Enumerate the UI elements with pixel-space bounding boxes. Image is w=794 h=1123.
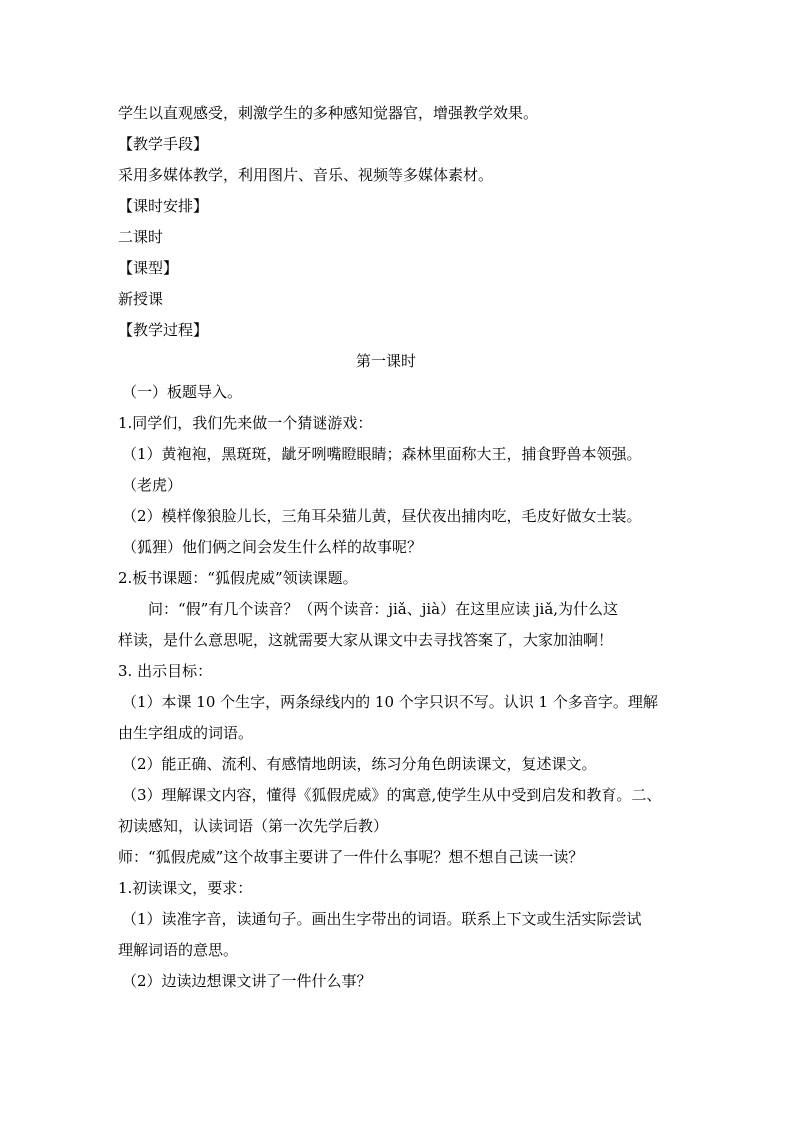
- paragraph-line: 1.同学们，我们先来做一个猜谜游戏：: [118, 414, 373, 432]
- section-heading-lesson-schedule: 【课时安排】: [118, 197, 209, 215]
- paragraph-line: 1.初读课文，要求：: [118, 879, 253, 897]
- paragraph-line: 问：“假”有几个读音？（两个读音：jiǎ、jià）在这里应读 jiǎ,为什么这: [148, 600, 619, 618]
- paragraph-line: （一）板题导入。: [122, 383, 243, 401]
- paragraph-line: 师：“狐假虎威”这个故事主要讲了一件什么事呢？想不想自己读一读？: [118, 848, 584, 866]
- section-heading-teaching-means: 【教学手段】: [118, 135, 209, 153]
- subheading-first-lesson: 第一课时: [355, 352, 416, 370]
- paragraph-line: 由生字组成的词语。: [118, 724, 254, 742]
- paragraph-line: （2）能正确、流利、有感情地朗读，练习分角色朗读课文，复述课文。: [122, 755, 597, 773]
- paragraph-line: （2）边读边想课文讲了一件什么事？: [122, 972, 372, 990]
- paragraph-line: 新授课: [118, 290, 164, 308]
- paragraph-line: （狐狸）他们俩之间会发生什么样的故事呢？: [122, 538, 423, 556]
- section-heading-lesson-type: 【课型】: [118, 259, 179, 277]
- paragraph-line: （2）模样像狼脸儿长，三角耳朵猫儿黄，昼伏夜出捕肉吃，毛皮好做女士装。: [122, 507, 642, 525]
- paragraph-line: 理解词语的意思。: [118, 941, 239, 959]
- paragraph-line: （老虎）: [122, 476, 183, 494]
- paragraph-line: 学生以直观感受，刺激学生的多种感知觉器官，增强教学效果。: [118, 104, 539, 122]
- paragraph-line: （1）黄袍袍，黑斑斑，龇牙咧嘴瞪眼睛；森林里面称大王，捕食野兽本领强。: [122, 445, 642, 463]
- document-body: [118, 98, 684, 997]
- paragraph-line: 采用多媒体教学，利用图片、音乐、视频等多媒体素材。: [118, 166, 494, 184]
- paragraph-line: 初读感知，认读词语（第一次先学后教）: [118, 817, 389, 835]
- paragraph-line: （1）读准字音，读通句子。画出生字带出的词语。联系上下文或生活实际尝试: [122, 910, 642, 928]
- paragraph-line: 2.板书课题：“狐假虎威”领读课题。: [118, 569, 358, 587]
- paragraph-line: 二课时: [118, 228, 164, 246]
- section-heading-teaching-process: 【教学过程】: [118, 321, 209, 339]
- paragraph-line: （1）本课 10 个生字，两条绿线内的 10 个字只识不写。认识 1 个多音字。理解: [122, 693, 658, 711]
- paragraph-line: 样读，是什么意思呢，这就需要大家从课文中去寻找答案了，大家加油啊！: [118, 631, 614, 649]
- paragraph-line: （3）理解课文内容，懂得《狐假虎威》的寓意,使学生从中受到启发和教育。二、: [122, 786, 662, 804]
- paragraph-line: 3. 出示目标：: [118, 662, 213, 680]
